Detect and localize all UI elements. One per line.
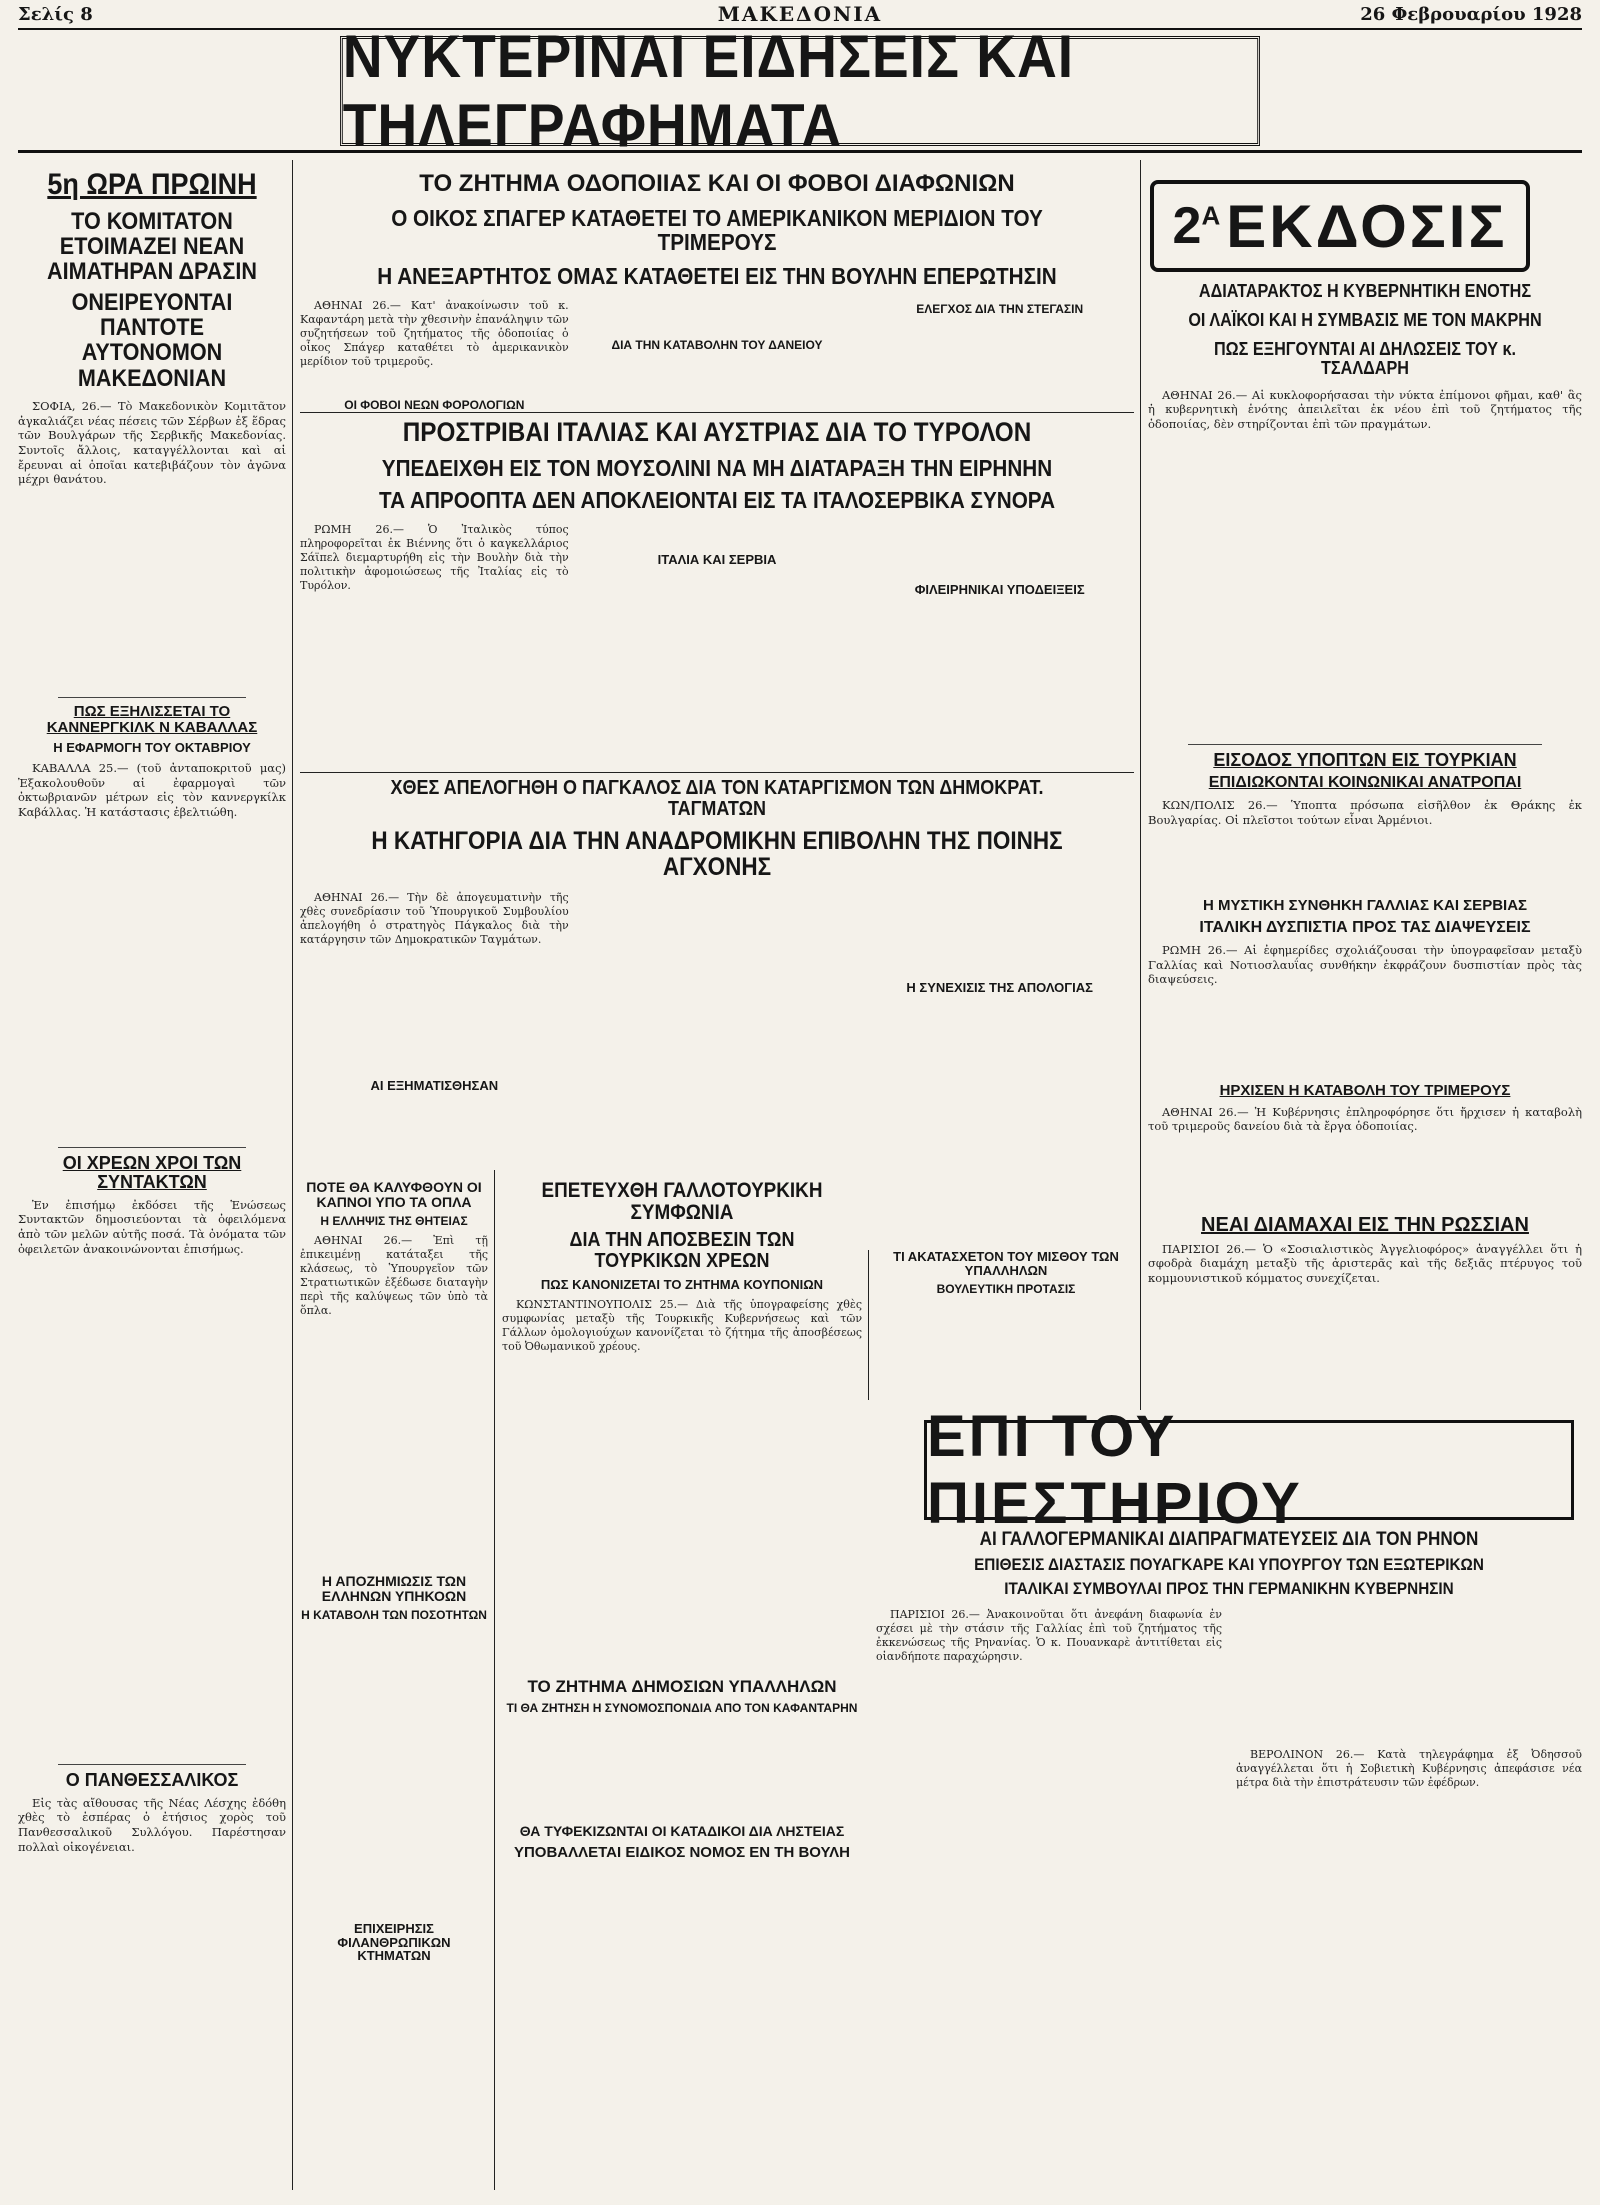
right-column xyxy=(1148,282,1582,1412)
headline-pangalos: ΧΘΕΣ ΑΠΕΛΟΓΗΘΗ Ο ΠΑΓΚΑΛΟΣ ΔΙΑ ΤΟΝ ΚΑΤΑΡΓΙΣΜΟΝ ΤΩΝ ΔΗΜΟΚΡΑΤ. ΤΑΓΜΑΤΩΝ xyxy=(390,778,1044,820)
article-russia: ΠΑΡΙΣΙΟΙ 26.— Ὁ «Σοσιαλιστικὸς Ἀγγελιοφόρος» ἀναγγέλλει ὅτι ἡ σφοδρὰ διαμάχη μεταξὺ τῆς ἀριστερᾶς καὶ τῆς δεξιᾶς πτέρυγος τοῦ κομμουνιστικοῦ κόμματος συνεχίζεται. xyxy=(1148,1241,1582,1285)
left-headline-kavala: ΠΩΣ ΕΞΗΛΙΣΣΕΤΑΙ ΤΟ ΚΑΝΝΕΡΓΚΙΛΚ Ν ΚΑΒΑΛΛΑΣ xyxy=(46,702,258,736)
left-headline-autonomy: ΟΝΕΙΡΕΥΟΝΤΑΙ ΠΑΝΤΟΤΕ ΑΥΤΟΝΟΜΟΝ ΜΑΚΕΔΟΝΙΑΝ xyxy=(71,289,233,392)
headline-secret-treaty: Η ΜΥΣΤΙΚΗ ΣΥΝΘΗΚΗ ΓΑΛΛΙΑΣ ΚΑΙ ΣΕΡΒΙΑΣ xyxy=(1202,897,1528,915)
headline-independent-group: Η ΑΝΕΞΑΡΤΗΤΟΣ ΟΜΑΣ ΚΑΤΑΘΕΤΕΙ ΕΙΣ ΤΗΝ ΒΟΥΛΗΝ ΕΠΕΡΩΤΗΣΙΝ xyxy=(377,263,1057,290)
subhead-coupons: ΠΩΣ ΚΑΝΟΝΙΖΕΤΑΙ ΤΟ ΖΗΤΗΜΑ ΚΟΥΠΟΝΙΩΝ xyxy=(540,1277,824,1293)
headline-populists-makris: ΟΙ ΛΑΪΚΟΙ ΚΑΙ Η ΣΥΜΒΑΣΙΣ ΜΕ ΤΟΝ ΜΑΚΡΗΝ xyxy=(1188,309,1542,330)
subhead-loan-payment: ΔΙΑ ΤΗΝ ΚΑΤΑΒΟΛΗΝ ΤΟΥ ΔΑΝΕΙΟΥ xyxy=(611,337,823,352)
article-pangalos: ΑΘΗΝΑΙ 26.— Τὴν δὲ ἀπογευματινὴν τῆς χθὲς συνεδρίασιν τοῦ Ὑπουργικοῦ Συμβουλίου ἀπελογήθη ὁ στρατηγὸς Πάγκαλος διὰ τὴν κατάργησιν τῶν Δημοκρατικῶν Ταγμάτων. xyxy=(300,890,569,946)
article-turkish-debts: ΚΩΝΣΤΑΝΤΙΝΟΥΠΟΛΙΣ 25.— Διὰ τῆς ὑπογραφείσης χθὲς συμφωνίας μεταξὺ τῆς Τουρκικῆς Κυβερνήσεως καὶ τῶν Γάλλων ὁμολογιούχων κανονίζεται τὸ ζήτημα τῆς ἀποσβέσεως τοῦ Ὀθωμανικοῦ χρέους. xyxy=(502,1297,862,1353)
subhead-italy-serbia: ΙΤΑΛΙΑ ΚΑΙ ΣΕΡΒΙΑ xyxy=(657,551,777,567)
headline-tsaldaris: ΠΩΣ ΕΞΗΓΟΥΝΤΑΙ ΑΙ ΔΗΛΩΣΕΙΣ ΤΟΥ κ. ΤΣΑΛΔΑΡΗ xyxy=(1213,338,1517,378)
article-berlin: ΒΕΡΟΛΙΝΟΝ 26.— Κατὰ τηλεγράφημα ἐξ Ὀδησσοῦ ἀναγγέλλεται ὅτι ἡ Σοβιετικὴ Κυβέρνησις ἀπεφάσισε νέα μέτρα διὰ τὴν ἐπιστράτευσιν τῶν ἐφέδρων. xyxy=(1236,1747,1582,1789)
headline-tyrol: ΠΡΟΣΤΡΙΒΑΙ ΙΤΑΛΙΑΣ ΚΑΙ ΑΥΣΤΡΙΑΣ ΔΙΑ ΤΟ ΤΥΡΟΛΟΝ xyxy=(402,418,1032,447)
turkish-debt-column xyxy=(502,1180,862,2190)
column-rule xyxy=(292,160,293,2190)
edition-word: ΕΚΔΟΣΙΣ xyxy=(1226,192,1508,260)
headline-social-upheaval: ΕΠΙΔΙΩΚΟΝΤΑΙ ΚΟΙΝΩΝΙΚΑΙ ΑΝΑΤΡΟΠΑΙ xyxy=(1208,774,1522,792)
headline-italian-distrust: ΙΤΑΛΙΚΗ ΔΥΣΠΙΣΤΙΑ ΠΡΟΣ ΤΑΣ ΔΙΑΨΕΥΣΕΙΣ xyxy=(1199,919,1531,936)
center-road-story xyxy=(300,165,1134,410)
press-box-title: ΕΠΙ ΤΟΥ ΠΙΕΣΤΗΡΙΟΥ xyxy=(924,1420,1574,1520)
headline-salary: ΤΙ ΑΚΑΤΑΣΧΕΤΟΝ ΤΟΥ ΜΙΣΘΟΥ ΤΩΝ ΥΠΑΛΛΗΛΩΝ xyxy=(893,1250,1119,1278)
press-column xyxy=(876,1530,1582,2190)
headline-turkish-debts: ΔΙΑ ΤΗΝ ΑΠΟΣΒΕΣΙΝ ΤΩΝ ΤΟΥΡΚΙΚΩΝ ΧΡΕΩΝ xyxy=(569,1229,795,1273)
left-subhead-kavala: Η ΕΦΑΡΜΟΓΗ ΤΟΥ ΟΚΤΑΒΡΙΟΥ xyxy=(53,740,251,756)
subhead-peace-hints: ΦΙΛΕΙΡΗΝΙΚΑΙ ΥΠΟΔΕΙΞΕΙΣ xyxy=(914,581,1085,597)
headline-government-unity: ΑΔΙΑΤΑΡΑΚΤΟΣ Η ΚΥΒΕΡΝΗΤΙΚΗ ΕΝΟΤΗΣ xyxy=(1198,282,1532,301)
headline-franco-turkish: ΕΠΕΤΕΥΧΘΗ ΓΑΛΛΟΤΟΥΡΚΙΚΗ ΣΥΜΦΩΝΙΑ xyxy=(541,1180,823,1225)
article-secret-treaty: ΡΩΜΗ 26.— Αἱ ἐφημερίδες σχολιάζουσαι τὴν ὑπογραφεῖσαν μεταξὺ Γαλλίας καὶ Νοτιοσλαυΐας συνθήκην ἐκφράζουν δυσπιστίαν πρὸς τὰς διαψεύσεις. xyxy=(1148,942,1582,987)
subhead-taxation-fears: ΟΙ ΦΟΒΟΙ ΝΕΩΝ ΦΟΡΟΛΟΓΙΩΝ xyxy=(344,397,525,410)
headline-compensation: Η ΑΠΟΖΗΜΙΩΣΙΣ ΤΩΝ ΕΛΛΗΝΩΝ ΥΠΗΚΟΩΝ xyxy=(321,1572,467,1604)
headline-spager: Ο ΟΙΚΟΣ ΣΠΑΓΕΡ ΚΑΤΑΘΕΤΕΙ ΤΟ ΑΜΕΡΙΚΑΝΙΚΟΝ ΜΕΡΙΔΙΟΝ ΤΟΥ ΤΡΙΜΕΡΟΥΣ xyxy=(391,205,1043,256)
center-tyrol-story xyxy=(300,418,1134,768)
separator xyxy=(58,697,246,698)
banner-rule xyxy=(18,150,1582,153)
separator xyxy=(1188,744,1542,745)
rule xyxy=(300,412,1134,413)
subhead-parliament-motion: ΒΟΥΛΕΥΤΙΚΗ ΠΡΟΤΑΣΙΣ xyxy=(936,1282,1076,1297)
left-headline-committee: ΤΟ ΚΟΜΙΤΑΤΟΝ ΕΤΟΙΜΑΖΕΙ ΝΕΑΝ ΑΙΜΑΤΗΡΑΝ ΔΡΑΣΙΝ xyxy=(47,207,257,285)
article-army: ΑΘΗΝΑΙ 26.— Ἐπὶ τῇ ἐπικειμένῃ κατάταξει τῆς κλάσεως, τὸ Ὑπουργεῖον τῶν Στρατιωτικῶν ἐξέδωσε διαταγὴν περὶ τῆς καλύψεως τῶν ὑπὸ τὰ ὅπλα. xyxy=(300,1233,488,1318)
edition-box xyxy=(1150,180,1530,272)
headline-turkey-suspects: ΕΙΣΟΔΟΣ ΥΠΟΠΤΩΝ ΕΙΣ ΤΟΥΡΚΙΑΝ xyxy=(1213,749,1517,770)
headline-italian-advice: ΙΤΑΛΙΚΑΙ ΣΥΜΒΟΥΛΑΙ ΠΡΟΣ ΤΗΝ ΓΕΡΜΑΝΙΚΗΝ ΚΥΒΕΡΝΗΣΙΝ xyxy=(1004,1578,1454,1598)
left-headline-journalists: ΟΙ ΧΡΕΩΝ ΧΡΟΙ ΤΩΝ ΣΥΝΤΑΚΤΩΝ xyxy=(62,1152,242,1192)
column-rule xyxy=(1140,160,1141,1410)
rule xyxy=(300,772,1134,773)
subhead-housing-control: ΕΛΕΓΧΟΣ ΔΙΑ ΤΗΝ ΣΤΕΓΑΣΙΝ xyxy=(916,301,1084,316)
left-column xyxy=(18,165,286,2190)
column-rule xyxy=(868,1250,869,1400)
subhead-defense-continues: Η ΣΥΝΕΧΙΣΙΣ ΤΗΣ ΑΠΟΛΟΓΙΑΣ xyxy=(906,979,1093,995)
article-rhine: ΠΑΡΙΣΙΟΙ 26.— Ἀνακοινοῦται ὅτι ἀνεφάνη διαφωνία ἐν σχέσει μὲ τὴν στάσιν τῆς Γαλλίας ἐπὶ τοῦ ζητήματος τῆς ἐκκενώσεως τῆς Ρηνανίας. Ὁ κ. Πουανκαρὲ ἀντιτίθεται εἰς οἱανδήποτε παραχώρησιν. xyxy=(876,1607,1222,1663)
issue-date: 26 Φεβρουαρίου 1928 xyxy=(1360,3,1582,25)
headline-russia: ΝΕΑΙ ΔΙΑΜΑΧΑΙ ΕΙΣ ΤΗΝ ΡΩΣΣΙΑΝ xyxy=(1201,1213,1529,1236)
left-headline-time: 5η ΩΡΑ ΠΡΩΙΝΗ xyxy=(47,168,257,201)
column-rule xyxy=(494,1170,495,2190)
article-government-unity: ΑΘΗΝΑΙ 26.— Αἱ κυκλοφορήσασαι τὴν νύκτα ἐπίμονοι φῆμαι, καθ' ἃς ἡ κυβερνητικὴ ἑνότης ἀπειλεῖται ἐκ νέου ἐπὶ τοῦ ζητήματος τῆς ὁδοποιίας, δὲν στηρίζονται ἐπὶ τῶν πραγμάτων. xyxy=(1148,387,1582,431)
left-article-sofia: ΣΟΦΙΑ, 26.— Τὸ Μακεδονικὸν Κομιτᾶτον ἀγκαλιάζει νέας πέσεις τῶν Σέρβων ἐξ ἕδρας τῶν Βουλγάρων τῆς Σερβικῆς Μακεδονίας. Συντοῖς ἄλλοις, καταγγέλλονται καὶ αἱ ἔρευναι αἱ ὁποῖαι κατεβιβάζουν τὸν ἀγῶνα μέχρι θανάτου. xyxy=(18,398,286,487)
left-article-panthessalikos: Εἰς τὰς αἴθουσας τῆς Νέας Λέσχης ἐδόθη χθὲς τὸ ἑσπέρας ὁ ἐτήσιος χορὸς τοῦ Πανθεσσαλικοῦ Συλλόγου. Παρέστησαν πολλαὶ οἰκογένειαι. xyxy=(18,1795,286,1854)
article-road-works: ΑΘΗΝΑΙ 26.— Κατ' ἀνακοίνωσιν τοῦ κ. Καφαντάρη μετὰ τὴν χθεσινὴν ἐπανάληψιν τῶν συζητήσεων τοῦ ζητήματος τῆς ὁδοποιίας ὁ οἶκος Σπάγερ καταθέτει τὸ ἀμερικανικὸν μερίδιον τοῦ τριμεροῦς. xyxy=(300,298,569,368)
headline-charity-estates: ΕΠΙΧΕΙΡΗΣΙΣ ΦΙΛΑΝΘΡΩΠΙΚΩΝ ΚΤΗΜΑΤΩΝ xyxy=(337,1920,451,1964)
headline-accusation: Η ΚΑΤΗΓΟΡΙΑ ΔΙΑ ΤΗΝ ΑΝΑΔΡΟΜΙΚΗΝ ΕΠΙΒΟΛΗΝ ΤΗΣ ΠΟΙΝΗΣ ΑΓΧΟΝΗΣ xyxy=(371,827,1063,882)
headline-poincare: ΕΠΙΘΕΣΙΣ ΔΙΑΣΤΑΣΙΣ ΠΟΥΑΓΚΑΡΕ ΚΑΙ ΥΠΟΥΡΓΟΥ ΤΩΝ ΕΞΩΤΕΡΙΚΩΝ xyxy=(974,1554,1484,1574)
subhead-confederation: ΤΙ ΘΑ ΖΗΤΗΣΗ Η ΣΥΝΟΜΟΣΠΟΝΔΙΑ ΑΠΟ ΤΟΝ ΚΑΦΑΝΤΑΡΗΝ xyxy=(506,1700,858,1715)
edition-number: $2^A$ xyxy=(1172,197,1221,255)
headline-trimerous-payment: ΗΡΧΙΣΕΝ Η ΚΑΤΑΒΟΛΗ ΤΟΥ ΤΡΙΜΕΡΟΥΣ xyxy=(1219,1081,1511,1099)
headline-borders: ΤΑ ΑΠΡΟΟΠΤΑ ΔΕΝ ΑΠΟΚΛΕΙΟΝΤΑΙ ΕΙΣ ΤΑ ΙΤΑΛΟΣΕΡΒΙΚΑ ΣΥΝΟΡΑ xyxy=(378,487,1056,514)
main-banner: ΝΥΚΤΕΡΙΝΑΙ ΕΙΔΗΣΕΙΣ ΚΑΙ ΤΗΛΕΓΡΑΦΗΜΑΤΑ xyxy=(340,36,1260,146)
subhead-special-law: ΥΠΟΒΑΛΛΕΤΑΙ ΕΙΔΙΚΟΣ ΝΟΜΟΣ ΕΝ ΤΗ ΒΟΥΛΗ xyxy=(513,1843,851,1861)
article-tyrol: ΡΩΜΗ 26.— Ὁ Ἰταλικὸς τύπος πληροφορεῖται ἐκ Βιέννης ὅτι ὁ καγκελλάριος Σάϊπελ διεμαρτυρήθη εἰς τὴν Βουλὴν διὰ τὴν πολιτικὴν ἀφομοιώσεως τῆς Ἰταλίας εἰς τὸ Τυρόλον. xyxy=(300,522,569,592)
separator xyxy=(58,1147,246,1148)
salary-box xyxy=(876,1250,1136,1400)
headline-road-works: ΤΟ ΖΗΤΗΜΑ ΟΔΟΠΟΙΙΑΣ ΚΑΙ ΟΙ ΦΟΒΟΙ ΔΙΑΦΩΝΙΩΝ xyxy=(419,170,1015,197)
newspaper-name: ΜΑΚΕΔΟΝΙΑ xyxy=(717,2,883,26)
article-trimerous: ΑΘΗΝΑΙ 26.— Ἡ Κυβέρνησις ἐπληροφόρησε ὅτι ἤρχισεν ἡ καταβολὴ τοῦ τριμεροῦς δανείου διὰ τὰ ἔργα ὁδοποιίας. xyxy=(1148,1104,1582,1134)
separator xyxy=(58,1764,246,1765)
page-number: Σελίς 8 xyxy=(18,3,93,25)
subhead-exmatisthisan: ΑΙ ΕΞΗΜΑΤΙΣΘΗΣΑΝ xyxy=(370,1077,499,1093)
center-pangalos-story xyxy=(300,778,1134,1170)
subhead-payment: Η ΚΑΤΑΒΟΛΗ ΤΩΝ ΠΟΣΟΤΗΤΩΝ xyxy=(301,1608,487,1623)
left-article-journalists: Ἐν ἐπισήμῳ ἐκδόσει τῆς Ἑνώσεως Συντακτῶν δημοσιεύονται τὰ ὀφειλόμενα ἀπὸ τῶν μελῶν αὐτῆς ποσά. Τὰ ὀνόματα τῶν ὀφειλετῶν ἀνακοινώνονται ἐπισήμως. xyxy=(18,1197,286,1256)
article-turkey: ΚΩΝ/ΠΟΛΙΣ 26.— Ὑποπτα πρόσωπα εἰσῆλθον ἐκ Θράκης ἐκ Βουλγαρίας. Οἱ πλεῖστοι τούτων εἶναι Ἀρμένιοι. xyxy=(1148,798,1582,827)
left-headline-panthessalikos: Ο ΠΑΝΘΕΣΣΑΛΙΚΟΣ xyxy=(65,1769,239,1790)
headline-rhine: ΑΙ ΓΑΛΛΟΓΕΡΜΑΝΙΚΑΙ ΔΙΑΠΡΑΓΜΑΤΕΥΣΕΙΣ ΔΙΑ ΤΟΝ ΡΗΝΟΝ xyxy=(979,1530,1479,1550)
army-column xyxy=(300,1180,488,2190)
headline-tobacco-arms: ΠΟΤΕ ΘΑ ΚΑΛΥΦΘΟΥΝ ΟΙ ΚΑΠΝΟΙ ΥΠΟ ΤΑ ΟΠΛΑ xyxy=(306,1180,482,1210)
headline-civil-servants: ΤΟ ΖΗΤΗΜΑ ΔΗΜΟΣΙΩΝ ΥΠΑΛΛΗΛΩΝ xyxy=(527,1676,837,1696)
subhead-service-term: Η ΕΛΛΗΨΙΣ ΤΗΣ ΘΗΤΕΙΑΣ xyxy=(320,1214,468,1229)
left-article-kavala: ΚΑΒΑΛΛΑ 25.— (τοῦ ἀνταποκριτοῦ μας) Ἐξακολουθοῦν αἱ ἐφαρμογαὶ τῶν ὀκτωβριανῶν μέτρων εἰς τὸν καννεργκίλκ Καβάλλας. Ἡ κατάστασις ἐβελτιώθη. xyxy=(18,760,286,820)
headline-mussolini: ΥΠΕΔΕΙΧΘΗ ΕΙΣ ΤΟΝ ΜΟΥΣΟΛΙΝΙ ΝΑ ΜΗ ΔΙΑΤΑΡΑΞΗ ΤΗΝ ΕΙΡΗΝΗΝ xyxy=(381,455,1053,482)
headline-executions: ΘΑ ΤΥΦΕΚΙΖΩΝΤΑΙ ΟΙ ΚΑΤΑΔΙΚΟΙ ΔΙΑ ΛΗΣΤΕΙΑΣ xyxy=(519,1823,845,1840)
